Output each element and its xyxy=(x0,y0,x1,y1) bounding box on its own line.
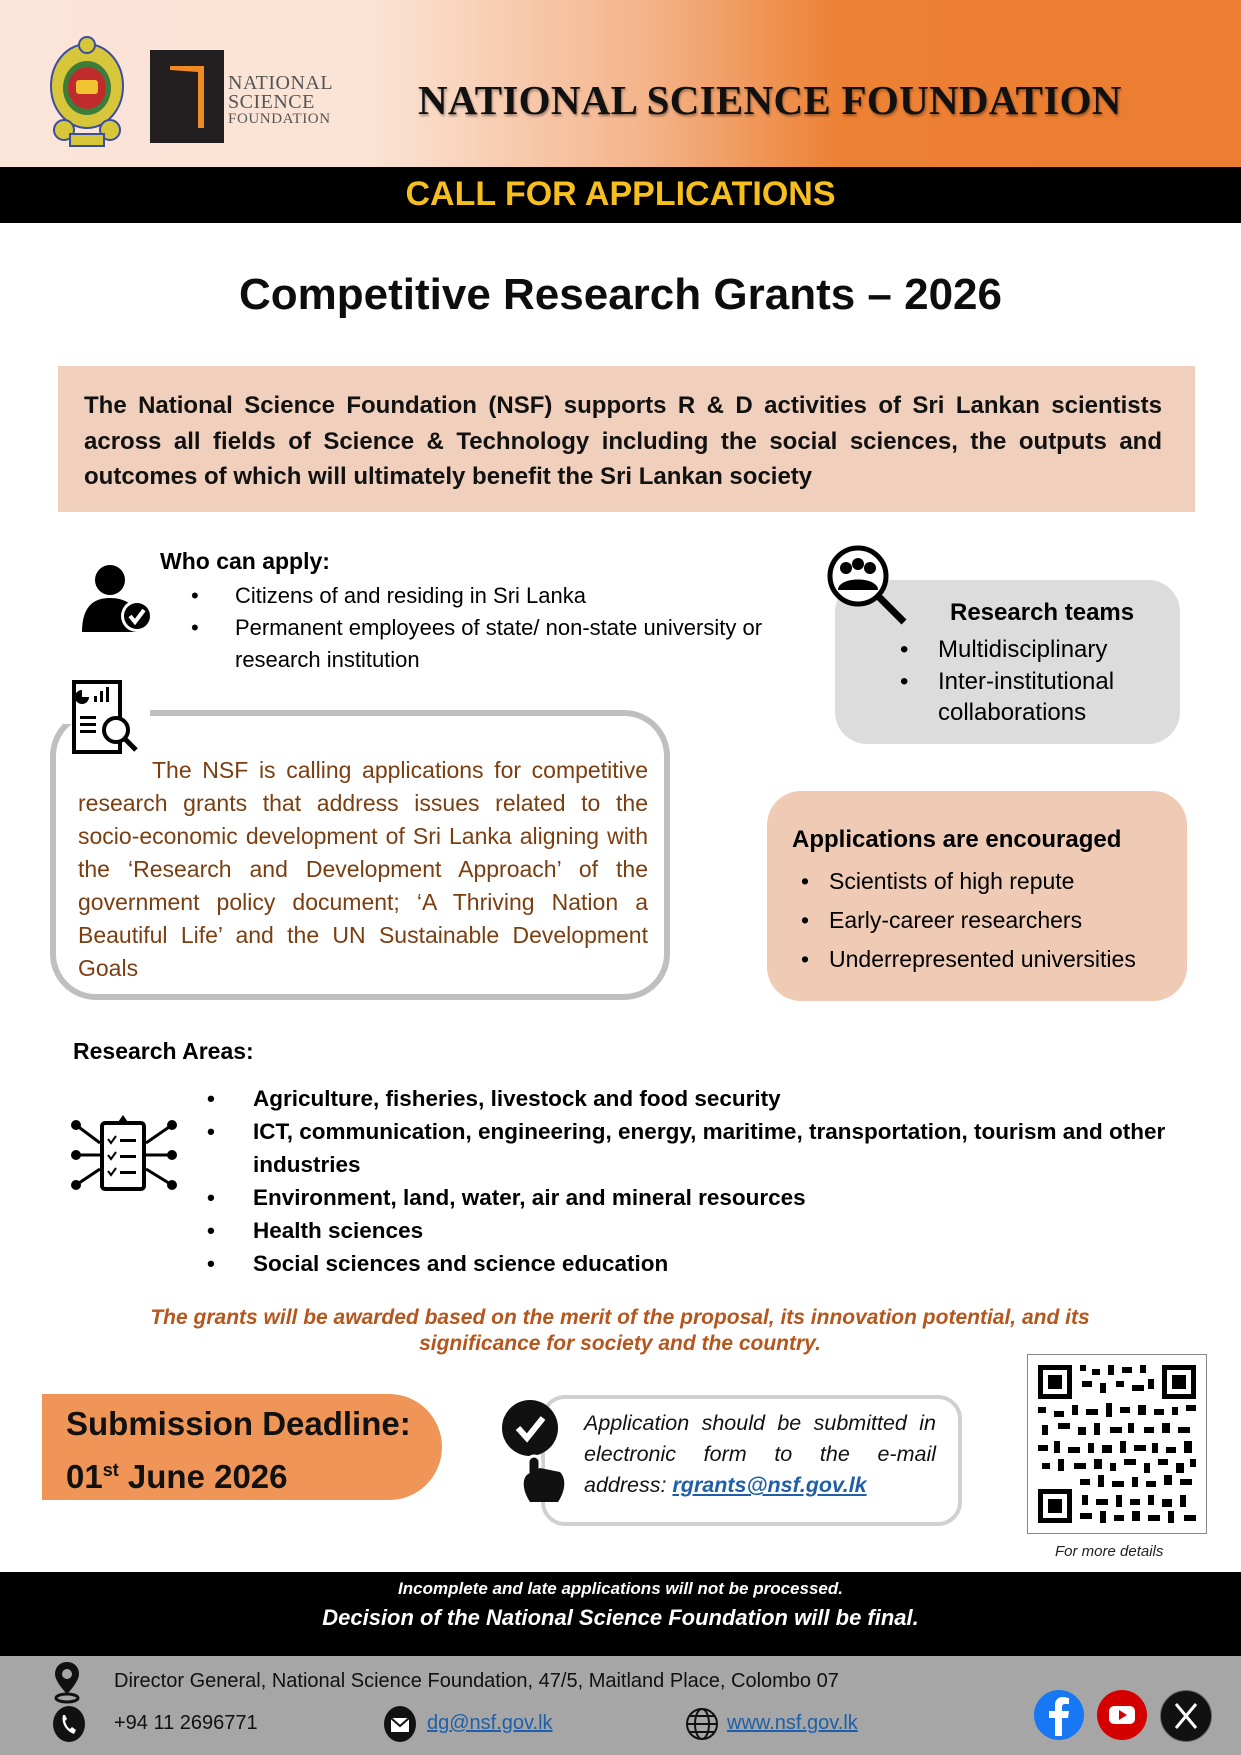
intro-text: The National Science Foundation (NSF) supports R & D activities of Sri Lankan scientists across all fields of Science & Technology including the social sciences, the outputs and outcomes of which will ultimately benefit the Sri Lankan society xyxy=(84,392,1162,490)
notice-decision-final: Decision of the National Science Foundation will be final. xyxy=(322,1605,919,1630)
org-title: NATIONAL SCIENCE FOUNDATION xyxy=(418,77,1122,123)
location-pin-icon xyxy=(52,1660,82,1704)
email-icon xyxy=(383,1705,417,1743)
nsf-logo-icon xyxy=(150,50,224,143)
research-teams-list xyxy=(938,634,1178,729)
deadline-label: Submission Deadline: xyxy=(66,1405,411,1442)
youtube-icon xyxy=(1097,1690,1147,1740)
deadline-month-year: June 2026 xyxy=(118,1458,288,1495)
qr-code-icon xyxy=(1028,1355,1206,1533)
call-for-applications-label: CALL FOR APPLICATIONS xyxy=(405,175,836,213)
contact-phone: +94 11 2696771 xyxy=(114,1712,258,1734)
deadline-date xyxy=(66,1447,411,1500)
research-areas-title: Research Areas: xyxy=(73,1038,254,1064)
phone-icon xyxy=(52,1705,86,1743)
globe-icon xyxy=(684,1706,720,1742)
deadline-day: 01 xyxy=(66,1458,103,1495)
list-item: • Citizens of and residing in Sri Lanka xyxy=(235,580,795,612)
list-item: • Inter-institutional collaborations xyxy=(938,666,1178,729)
click-check-icon xyxy=(500,1398,576,1508)
report-search-icon xyxy=(70,680,148,758)
contact-address: Director General, National Science Foundation, 47/5, Maitland Place, Colombo 07 xyxy=(114,1670,839,1692)
qr-caption: For more details xyxy=(1055,1543,1164,1560)
clipboard-network-icon xyxy=(70,1115,178,1193)
facebook-button[interactable] xyxy=(1034,1690,1084,1740)
list-item: • Permanent employees of state/ non-state university or research institution xyxy=(235,612,795,676)
who-can-apply-list xyxy=(235,580,795,676)
list-item: • Scientists of high repute xyxy=(829,862,1189,901)
nsf-logo-text xyxy=(228,74,333,126)
encouraged-list xyxy=(829,862,1189,979)
logo-line-1: NATIONAL xyxy=(228,72,334,94)
contact-website-link[interactable]: www.nsf.gov.lk xyxy=(727,1712,858,1734)
encouraged-title: Applications are encouraged xyxy=(792,826,1122,853)
list-item: • Underrepresented universities xyxy=(829,940,1189,979)
list-item: • Early-career researchers xyxy=(829,901,1189,940)
list-item: • Health sciences xyxy=(253,1214,1173,1247)
sri-lanka-emblem-icon xyxy=(46,34,128,148)
nsf-call-text: The NSF is calling applications for competitive research grants that address issues related to the socio-economic development of Sri Lanka aligning with the ‘Research and Development Approach’ of the government policy document; ‘A Thriving Nation a Beautiful Life’ and the UN Sustainable Development Goals xyxy=(78,757,648,981)
list-item: • Multidisciplinary xyxy=(938,634,1178,666)
deadline-day-suffix: st xyxy=(102,1460,119,1480)
page-title: Competitive Research Grants – 2026 xyxy=(238,270,1003,319)
merit-note: The grants will be awarded based on the merit of the proposal, its innovation potential, and its significance for society and the country. xyxy=(150,1306,1090,1355)
submission-email-link[interactable]: rgrants@nsf.gov.lk xyxy=(672,1473,867,1497)
logo-line-3: FOUNDATION xyxy=(228,111,331,127)
user-check-icon xyxy=(80,560,156,634)
deadline-text xyxy=(66,1400,411,1500)
list-item: • Agriculture, fisheries, livestock and food security xyxy=(253,1082,1173,1115)
team-search-icon xyxy=(826,544,910,626)
x-twitter-icon xyxy=(1161,1691,1211,1741)
logo-line-2: SCIENCE xyxy=(228,91,315,113)
list-item: • ICT, communication, engineering, energy, maritime, transportation, tourism and other industries xyxy=(253,1115,1173,1181)
submission-instructions: Application should be submitted in electronic form to the e-mail address: xyxy=(584,1411,936,1497)
research-areas-list xyxy=(253,1082,1173,1280)
facebook-icon xyxy=(1034,1690,1084,1740)
list-item: • Environment, land, water, air and mineral resources xyxy=(253,1181,1173,1214)
nsf-logo-mark xyxy=(150,50,224,143)
youtube-button[interactable] xyxy=(1097,1690,1147,1740)
who-can-apply-title: Who can apply: xyxy=(160,548,330,574)
contact-email-link[interactable]: dg@nsf.gov.lk xyxy=(427,1712,553,1734)
call-for-applications-band xyxy=(0,167,1241,223)
research-teams-title: Research teams xyxy=(950,599,1135,626)
notice-incomplete-applications: Incomplete and late applications will not be processed. xyxy=(398,1579,843,1598)
list-item: • Social sciences and science education xyxy=(253,1247,1173,1280)
submission-text xyxy=(584,1408,936,1501)
qr-code[interactable] xyxy=(1027,1354,1207,1534)
x-twitter-button[interactable] xyxy=(1160,1690,1212,1742)
